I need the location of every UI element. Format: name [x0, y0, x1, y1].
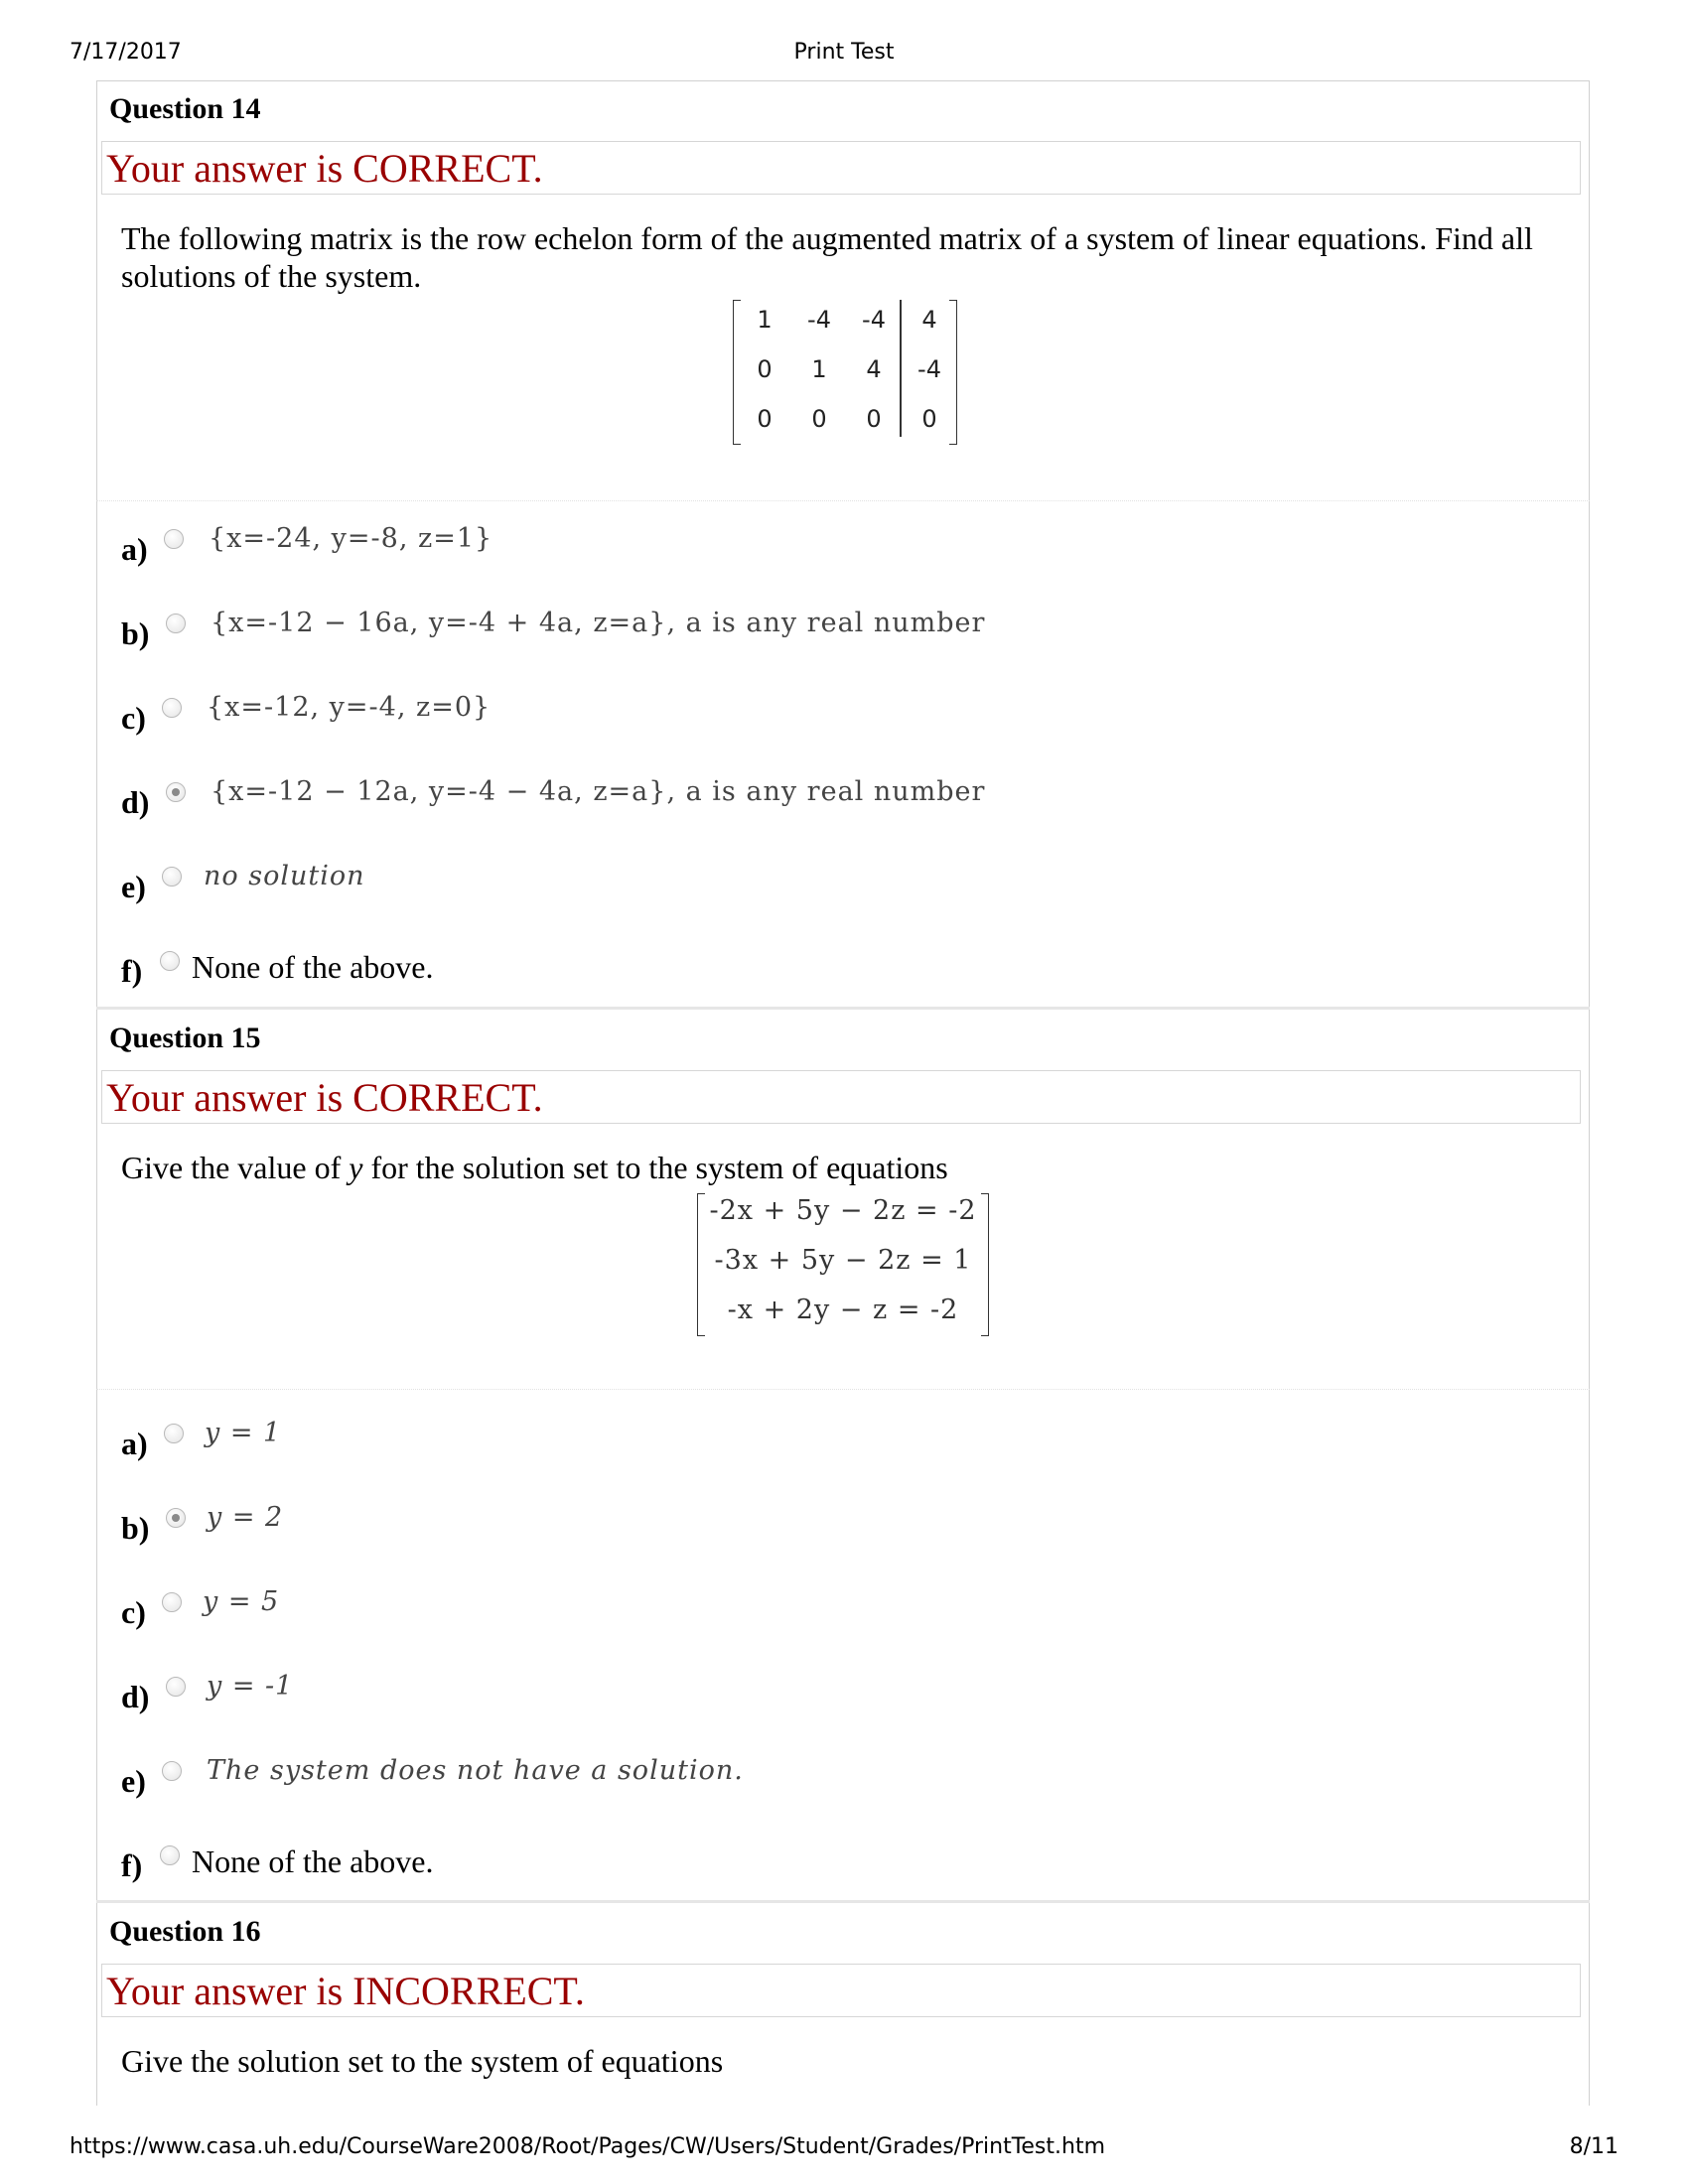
- radio-button[interactable]: [162, 698, 182, 718]
- matrix-cell: -4: [917, 355, 941, 383]
- option-c[interactable]: [121, 692, 1213, 742]
- equation-system: [697, 1193, 989, 1336]
- option-f[interactable]: [121, 1840, 915, 1889]
- question-separator: [96, 1900, 1590, 1903]
- question-title: Question 15: [109, 1022, 261, 1054]
- print-header: [0, 40, 1688, 69]
- left-bracket: [733, 300, 741, 445]
- radio-button[interactable]: [166, 1677, 186, 1697]
- radio-button-selected[interactable]: [166, 1508, 186, 1528]
- option-letter: d): [121, 784, 150, 820]
- matrix-cell: 1: [757, 306, 773, 334]
- option-text: {x=-12, y=-4, z=0}: [207, 692, 492, 723]
- page-url: https://www.casa.uh.edu/CourseWare2008/Root/Pages/CW/Users/Student/Grades/PrintTest.htm: [70, 2134, 1106, 2159]
- equation: -2x + 5y − 2z = -2: [709, 1195, 977, 1226]
- prompt-text: for the solution set to the system of equations: [362, 1150, 948, 1185]
- answer-result: Your answer is INCORRECT.: [101, 1964, 1581, 2017]
- matrix-cell: -4: [862, 306, 886, 334]
- right-bracket: [949, 300, 957, 445]
- matrix-cell: -4: [807, 306, 831, 334]
- matrix-cell: 0: [757, 355, 773, 383]
- option-b[interactable]: [121, 1502, 915, 1552]
- option-text: y = 1: [205, 1418, 282, 1448]
- divider: [96, 1389, 1590, 1390]
- option-a[interactable]: [121, 523, 1213, 573]
- radio-button[interactable]: [164, 529, 184, 549]
- option-letter: c): [121, 1594, 146, 1630]
- matrix-cell: 1: [811, 355, 827, 383]
- option-letter: f): [121, 1847, 143, 1883]
- option-a[interactable]: [121, 1418, 915, 1467]
- option-text: y = 2: [207, 1502, 284, 1533]
- question-title: Question 16: [109, 1915, 261, 1948]
- question-prompt: The following matrix is the row echelon form of the augmented matrix of a system of linear equations. Find all solutions of the system.: [121, 220, 1533, 294]
- option-text: y = -1: [207, 1671, 294, 1702]
- prompt-text: Give the value of: [121, 1150, 350, 1185]
- radio-button[interactable]: [162, 1761, 182, 1781]
- radio-button[interactable]: [160, 1845, 180, 1865]
- option-letter: c): [121, 700, 146, 736]
- option-text: y = 5: [203, 1586, 280, 1617]
- augmented-matrix: [733, 300, 957, 447]
- question-prompt: [121, 1149, 1551, 1186]
- radio-button[interactable]: [162, 1592, 182, 1612]
- matrix-cell: 0: [757, 405, 773, 433]
- option-letter: b): [121, 615, 150, 651]
- divider: [96, 500, 1590, 501]
- matrix-cell: 4: [921, 306, 937, 334]
- option-text: {x=-12 − 12a, y=-4 − 4a, z=a}, a is any real number: [211, 776, 986, 807]
- option-text: no solution: [204, 861, 365, 891]
- option-letter: d): [121, 1679, 150, 1714]
- radio-button-selected[interactable]: [166, 782, 186, 802]
- matrix-cell: 4: [866, 355, 882, 383]
- print-title: Print Test: [793, 40, 895, 65]
- print-date: 7/17/2017: [70, 40, 182, 65]
- question-prompt: Give the solution set to the system of equations: [121, 2043, 724, 2079]
- option-letter: a): [121, 1426, 148, 1461]
- radio-button[interactable]: [164, 1424, 184, 1443]
- page-number: 8/11: [1569, 2134, 1618, 2159]
- option-text: None of the above.: [192, 1843, 434, 1879]
- augment-divider: [900, 300, 902, 437]
- option-text: {x=-24, y=-8, z=1}: [209, 523, 493, 554]
- option-text: None of the above.: [192, 949, 434, 985]
- question-separator: [96, 1007, 1590, 1010]
- print-footer: [0, 2134, 1688, 2164]
- radio-button[interactable]: [166, 614, 186, 633]
- option-letter: f): [121, 953, 143, 989]
- answer-result: Your answer is CORRECT.: [101, 141, 1581, 195]
- matrix-cell: 0: [811, 405, 827, 433]
- answer-result: Your answer is CORRECT.: [101, 1070, 1581, 1124]
- option-letter: b): [121, 1510, 150, 1546]
- option-e[interactable]: [121, 861, 1213, 910]
- option-c[interactable]: [121, 1586, 915, 1636]
- question-title: Question 14: [109, 92, 261, 125]
- matrix-cell: 0: [921, 405, 937, 433]
- equation: -x + 2y − z = -2: [727, 1295, 959, 1325]
- option-letter: e): [121, 1763, 146, 1799]
- option-e[interactable]: [121, 1755, 1015, 1805]
- option-d[interactable]: [121, 776, 1213, 826]
- option-b[interactable]: [121, 608, 1213, 657]
- option-letter: a): [121, 531, 148, 567]
- matrix-cell: 0: [866, 405, 882, 433]
- option-f[interactable]: [121, 945, 1213, 995]
- option-text: {x=-12 − 16a, y=-4 + 4a, z=a}, a is any real number: [211, 608, 986, 638]
- equation: -3x + 5y − 2z = 1: [714, 1245, 972, 1276]
- radio-button[interactable]: [162, 867, 182, 887]
- prompt-variable: y: [349, 1150, 363, 1185]
- option-d[interactable]: [121, 1671, 915, 1720]
- option-text: The system does not have a solution.: [207, 1755, 744, 1786]
- option-letter: e): [121, 869, 146, 904]
- radio-button[interactable]: [160, 951, 180, 971]
